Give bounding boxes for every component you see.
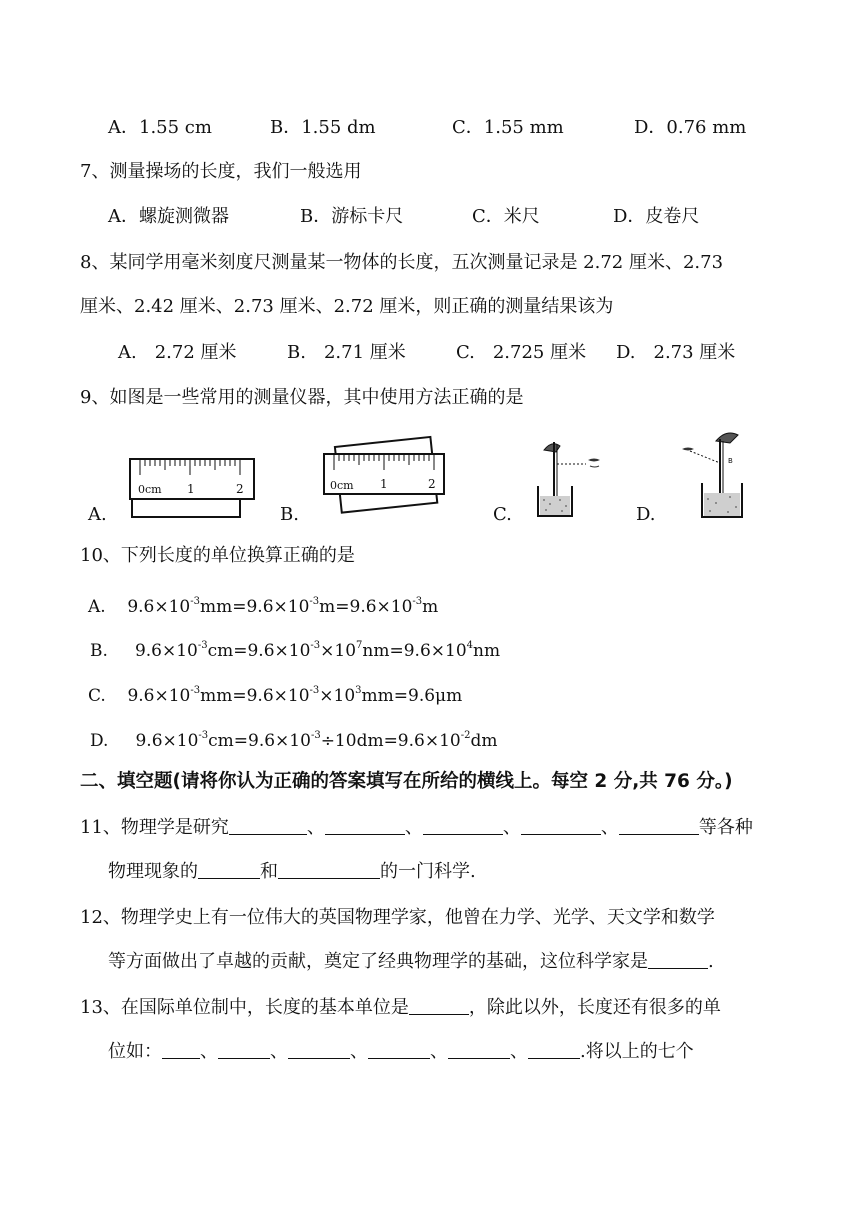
q11-line2: 物理现象的 和 的一门科学. bbox=[108, 861, 476, 882]
q6-option-a: A．1.55 cm bbox=[108, 117, 212, 138]
q11-blank-5 bbox=[619, 816, 699, 835]
q6-option-b: B．1.55 dm bbox=[270, 117, 376, 138]
q13-blank-4 bbox=[288, 1040, 350, 1059]
q13-blank-7 bbox=[528, 1040, 580, 1059]
q13-line2: 位如： 、 、 、 、 、 .将以上的七个 bbox=[108, 1041, 694, 1062]
q7-option-a: A．螺旋测微器 bbox=[108, 206, 229, 227]
svg-text:B: B bbox=[728, 457, 733, 465]
q13-blank-5 bbox=[368, 1040, 430, 1059]
q8-option-b: B. 2.71 厘米 bbox=[287, 342, 406, 363]
q11-blank-1 bbox=[229, 816, 307, 835]
q10-option-d: D. $9.6\times 10^{-3}cm=9.6\times 10^{-3}\div 10dm=9.6\times 10^{-2}dm$ bbox=[90, 730, 498, 751]
q6-option-c: C．1.55 mm bbox=[452, 117, 564, 138]
q8-stem-line1: 8、某同学用毫米刻度尺测量某一物体的长度，五次测量记录是 2.72 厘米、2.73 bbox=[80, 252, 724, 273]
q12-line2: 等方面做出了卓越的贡献，奠定了经典物理学的基础，这位科学家是 . bbox=[108, 951, 714, 972]
q6-option-d: D．0.76 mm bbox=[634, 117, 747, 138]
q9-figure-a-tick-1: 1 bbox=[187, 482, 195, 496]
q9-figure-c-thermometer bbox=[524, 434, 608, 520]
q13-blank-3 bbox=[218, 1040, 270, 1059]
q10-option-a: A. $9.6\times 10^{-3}mm=9.6\times 10^{-3}m=9.6\times 10^{-3}m$ bbox=[88, 596, 439, 617]
q9-figure-d-thermometer bbox=[676, 427, 760, 521]
q10-option-c: C. $9.6\times 10^{-3}mm=9.6\times 10^{-3}\times 10^3mm=9.6\mu m$ bbox=[88, 685, 463, 706]
q13-blank-1 bbox=[409, 996, 469, 1015]
q8-option-c: C. 2.725 厘米 bbox=[456, 342, 587, 363]
q8-option-d: D. 2.73 厘米 bbox=[616, 342, 736, 363]
section-2-heading: 二、填空题(请将你认为正确的答案填写在所给的横线上。每空 2 分,共 76 分。) bbox=[80, 771, 733, 792]
q8-option-a: A. 2.72 厘米 bbox=[118, 342, 237, 363]
q9-figure-a-unit: 0cm bbox=[138, 483, 162, 496]
q7-stem: 7、测量操场的长度，我们一般选用 bbox=[80, 161, 362, 182]
q9-figure-b-ruler bbox=[318, 434, 450, 516]
q12-blank-1 bbox=[648, 950, 708, 969]
q9-stem: 9、如图是一些常用的测量仪器，其中使用方法正确的是 bbox=[80, 387, 524, 408]
q11-blank-4 bbox=[521, 816, 601, 835]
q9-figure-b-unit: 0cm bbox=[330, 479, 354, 492]
q11-line1: 11、物理学是研究 、 、 、 、 等各种 bbox=[80, 817, 753, 838]
q11-blank-3 bbox=[423, 816, 503, 835]
q9-label-d: D. bbox=[636, 504, 656, 525]
q8-stem-line2: 厘米、2.42 厘米、2.73 厘米、2.72 厘米，则正确的测量结果该为 bbox=[80, 296, 614, 317]
q7-option-b: B．游标卡尺 bbox=[300, 206, 404, 227]
q9-figure-b-tick-2: 2 bbox=[428, 477, 436, 491]
q9-figure-b-tick-1: 1 bbox=[380, 477, 388, 491]
q9-label-a: A. bbox=[88, 504, 107, 525]
q7-option-c: C．米尺 bbox=[472, 206, 540, 227]
q11-blank-7 bbox=[278, 860, 380, 879]
q12-line1: 12、物理学史上有一位伟大的英国物理学家，他曾在力学、光学、天文学和数学 bbox=[80, 907, 715, 928]
q9-figure-a-tick-2: 2 bbox=[236, 482, 244, 496]
q9-label-b: B. bbox=[280, 504, 299, 525]
q11-blank-6 bbox=[198, 860, 260, 879]
q9-figure-a-ruler bbox=[126, 455, 262, 521]
q13-blank-6 bbox=[448, 1040, 510, 1059]
q11-blank-2 bbox=[325, 816, 405, 835]
q13-blank-2 bbox=[162, 1040, 200, 1059]
q9-label-c: C. bbox=[493, 504, 512, 525]
q10-stem: 10、下列长度的单位换算正确的是 bbox=[80, 545, 355, 566]
q13-line1: 13、在国际单位制中，长度的基本单位是 ，除此以外，长度还有很多的单 bbox=[80, 997, 721, 1018]
q10-option-b: B. $9.6\times 10^{-3}cm=9.6\times 10^{-3}\times 10^7nm=9.6\times 10^4nm$ bbox=[90, 640, 501, 661]
q7-option-d: D．皮卷尺 bbox=[613, 206, 700, 227]
